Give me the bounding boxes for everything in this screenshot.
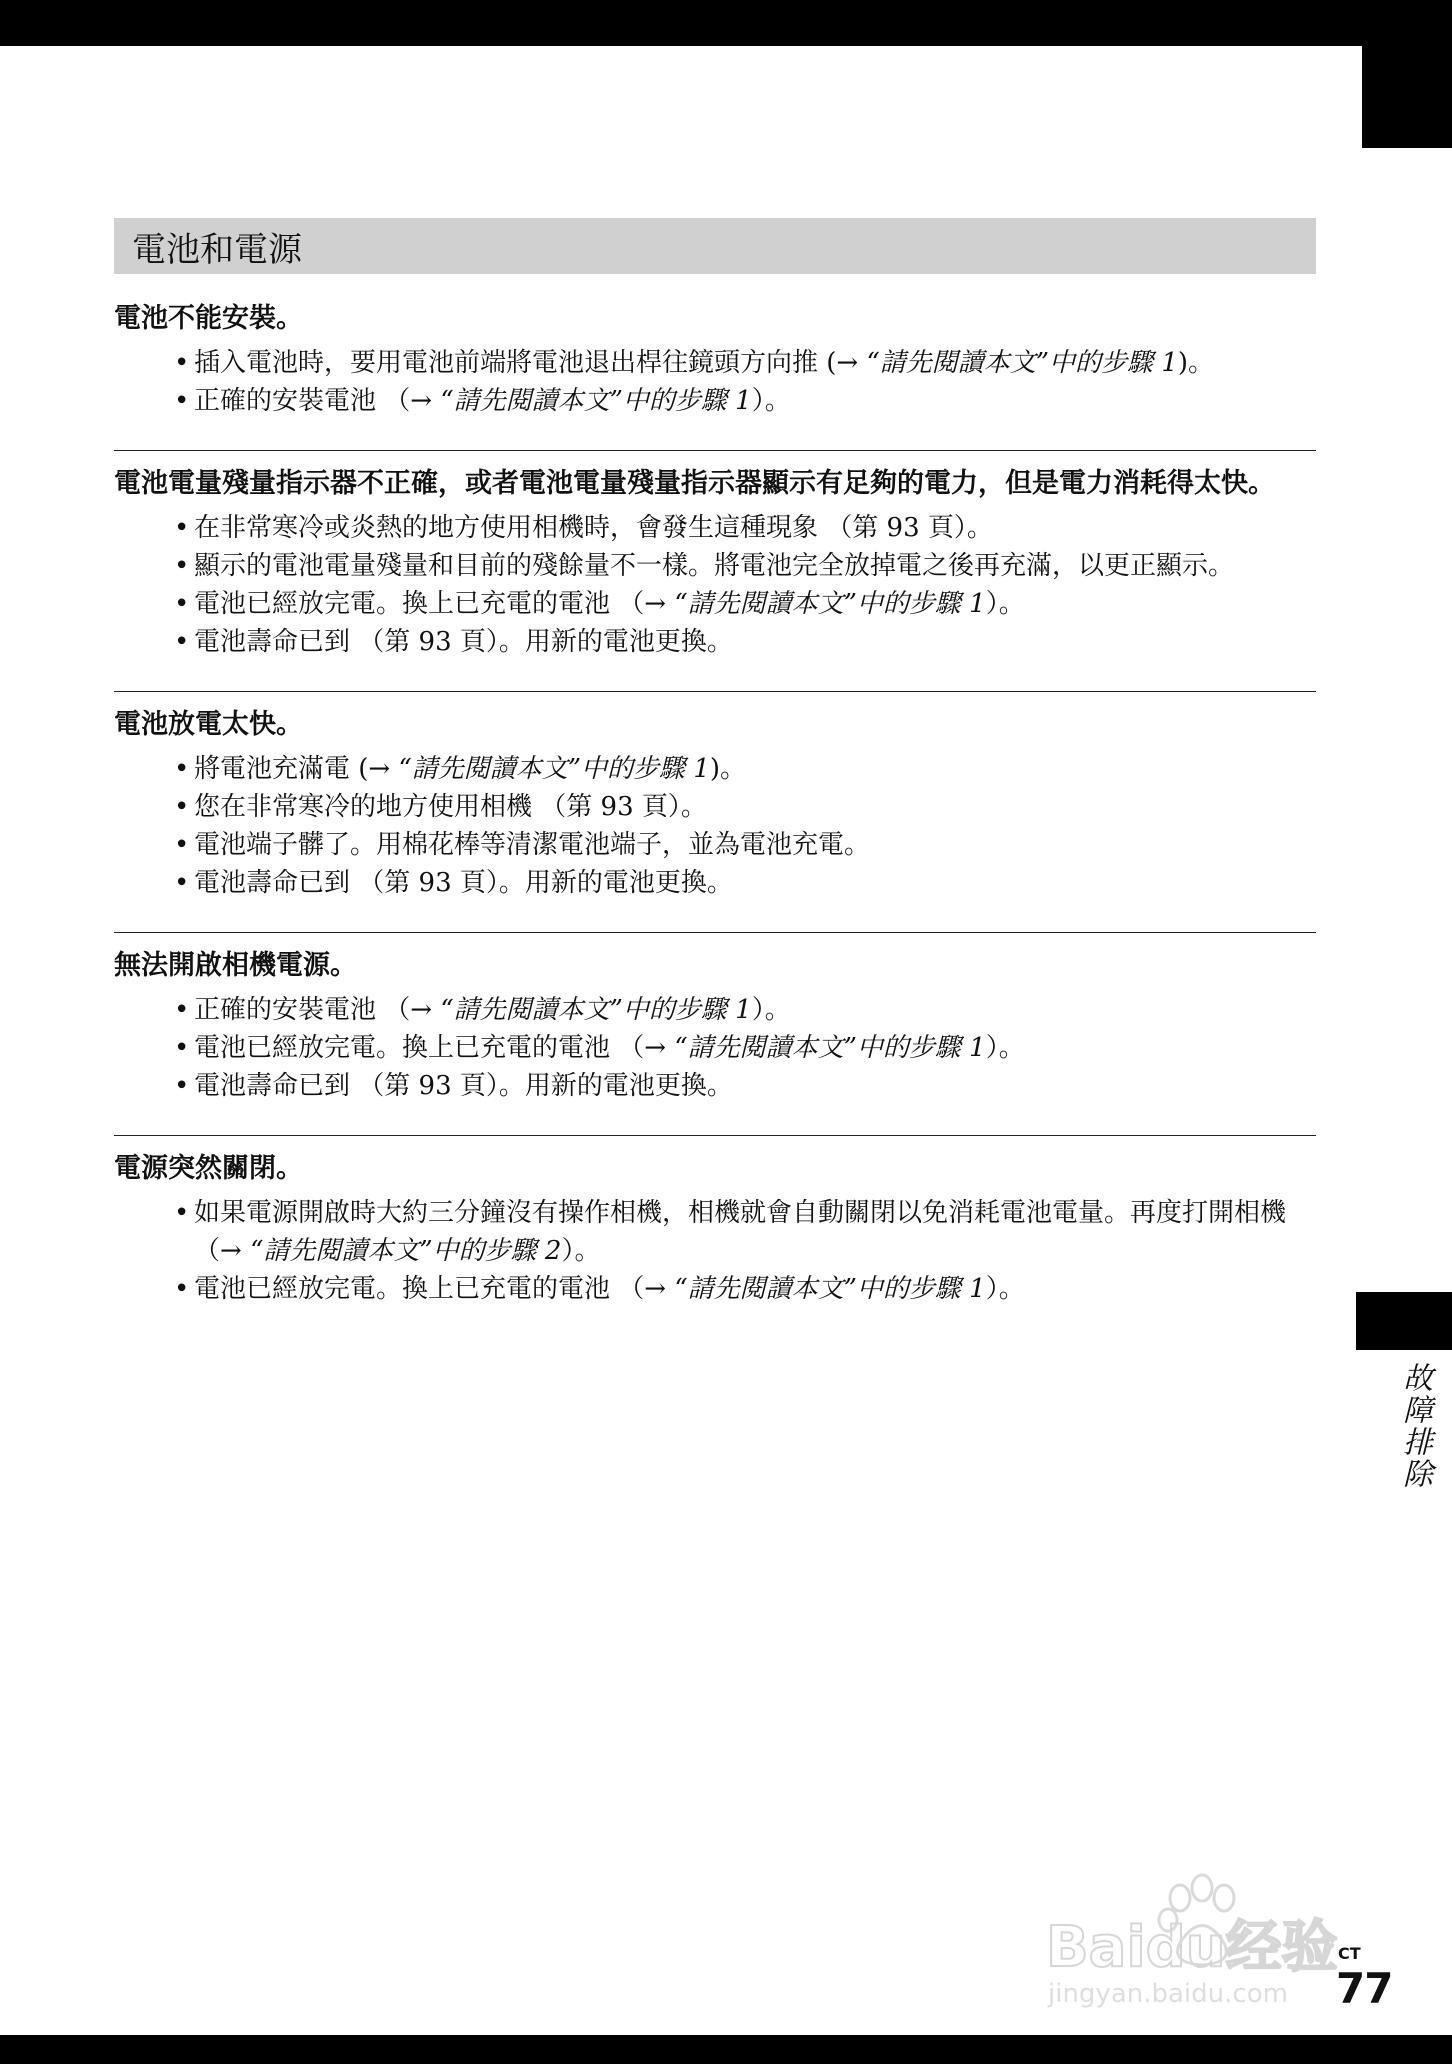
bullet-text: 電池壽命已到 （第 93 頁）。用新的電池更換。: [194, 627, 733, 657]
bullet-item: [114, 547, 1316, 585]
bullet-text: 您在非常寒冷的地方使用相機 （第 93 頁）。: [194, 792, 707, 822]
bullet-item: [114, 1029, 1316, 1067]
language-code: CT: [1338, 1944, 1361, 1963]
bullet-item: [114, 826, 1316, 864]
side-tab-label: 故障排除: [1397, 1362, 1432, 1490]
baidu-watermark-logo: [1030, 1858, 1360, 2008]
watermark-brand-text: Baidu经验: [1046, 1915, 1338, 1980]
bullet-list: [114, 1194, 1316, 1308]
troubleshooting-entry: [114, 300, 1316, 420]
troubleshooting-content: [114, 300, 1316, 1308]
troubleshooting-entry: [114, 691, 1316, 902]
cross-reference: “請先閱讀本文”中的步驟 1: [674, 1033, 986, 1063]
side-thumb-tab: [1356, 1292, 1452, 1350]
bullet-item: [114, 623, 1316, 661]
bullet-text-tail: ）。: [985, 1033, 1025, 1063]
bullet-item: [114, 788, 1316, 826]
section-header: [114, 218, 1316, 274]
bullet-dot: •: [174, 386, 190, 416]
corner-thumb-tab: [1362, 46, 1452, 148]
bullet-text-tail: ）。: [985, 589, 1025, 619]
bullet-item: [114, 1067, 1316, 1105]
bullet-item: [114, 344, 1316, 382]
bullet-text: 電池已經放完電。換上已充電的電池 （→: [194, 589, 675, 619]
cross-reference: “請先閱讀本文”中的步驟 2: [250, 1236, 562, 1266]
troubleshooting-entry: [114, 932, 1316, 1105]
bullet-dot: •: [174, 348, 190, 378]
bullet-item: [114, 382, 1316, 420]
bullet-dot: •: [174, 1274, 190, 1304]
bullet-text-tail: )。: [709, 754, 747, 784]
top-black-bar: [0, 0, 1452, 46]
bullet-text: 電池壽命已到 （第 93 頁）。用新的電池更換。: [194, 1071, 733, 1101]
bullet-dot: •: [174, 627, 190, 657]
bullet-text-tail: ）。: [985, 1274, 1025, 1304]
bullet-item: [114, 864, 1316, 902]
cross-reference: “請先閱讀本文”中的步驟 1: [866, 348, 1178, 378]
entry-title: 電池電量殘量指示器不正確，或者電池電量殘量指示器顯示有足夠的電力，但是電力消耗得太快。: [114, 468, 1275, 499]
bullet-text-tail: )。: [1177, 348, 1215, 378]
bullet-item: [114, 1194, 1316, 1270]
bullet-list: [114, 344, 1316, 420]
bullet-list: [114, 750, 1316, 902]
bullet-text: 電池端子髒了。用棉花棒等清潔電池端子，並為電池充電。: [194, 830, 871, 860]
bullet-item: [114, 750, 1316, 788]
entry-title: 無法開啟相機電源。: [114, 950, 357, 981]
bullet-text: 電池已經放完電。換上已充電的電池 （→: [194, 1033, 675, 1063]
cross-reference: “請先閱讀本文”中的步驟 1: [440, 386, 752, 416]
troubleshooting-entry: [114, 1135, 1316, 1308]
bullet-text: 如果電源開啟時大約三分鐘沒有操作相機，相機就會自動關閉以免消耗電池電量。再度打開相機 （→: [194, 1198, 1287, 1266]
bullet-text: 將電池充滿電 (→: [194, 754, 399, 784]
cross-reference: “請先閱讀本文”中的步驟 1: [398, 754, 710, 784]
section-title: 電池和電源: [132, 229, 302, 270]
bullet-item: [114, 509, 1316, 547]
bullet-text: 顯示的電池電量殘量和目前的殘餘量不一樣。將電池完全放掉電之後再充滿，以更正顯示。: [194, 551, 1235, 581]
bullet-text-tail: ）。: [561, 1236, 601, 1266]
bullet-text-tail: ）。: [751, 386, 791, 416]
bullet-text: 電池壽命已到 （第 93 頁）。用新的電池更換。: [194, 868, 733, 898]
entry-title: 電源突然關閉。: [114, 1153, 303, 1184]
bullet-dot: •: [174, 792, 190, 822]
bullet-dot: •: [174, 830, 190, 860]
bullet-text: 正確的安裝電池 （→: [194, 995, 441, 1025]
bullet-dot: •: [174, 868, 190, 898]
entry-title: 電池不能安裝。: [114, 303, 303, 334]
page-number: 77: [1336, 1964, 1393, 2013]
bullet-text-tail: ）。: [751, 995, 791, 1025]
bullet-dot: •: [174, 513, 190, 543]
bullet-dot: •: [174, 589, 190, 619]
troubleshooting-entry: [114, 450, 1316, 661]
bullet-list: [114, 509, 1316, 661]
bullet-dot: •: [174, 551, 190, 581]
bullet-dot: •: [174, 1198, 190, 1228]
bullet-text: 插入電池時，要用電池前端將電池退出桿往鏡頭方向推 (→: [194, 348, 867, 378]
entry-title: 電池放電太快。: [114, 709, 303, 740]
bullet-text: 正確的安裝電池 （→: [194, 386, 441, 416]
cross-reference: “請先閱讀本文”中的步驟 1: [674, 589, 986, 619]
bullet-dot: •: [174, 995, 190, 1025]
bottom-black-bar: [0, 2035, 1452, 2064]
bullet-dot: •: [174, 1071, 190, 1101]
bullet-dot: •: [174, 1033, 190, 1063]
bullet-dot: •: [174, 754, 190, 784]
cross-reference: “請先閱讀本文”中的步驟 1: [440, 995, 752, 1025]
bullet-text: 電池已經放完電。換上已充電的電池 （→: [194, 1274, 675, 1304]
cross-reference: “請先閱讀本文”中的步驟 1: [674, 1274, 986, 1304]
bullet-list: [114, 991, 1316, 1105]
watermark-url-text: jingyan.baidu.com: [1048, 1979, 1288, 2008]
bullet-text: 在非常寒冷或炎熱的地方使用相機時，會發生這種現象 （第 93 頁）。: [194, 513, 993, 543]
bullet-item: [114, 585, 1316, 623]
bullet-item: [114, 1270, 1316, 1308]
bullet-item: [114, 991, 1316, 1029]
